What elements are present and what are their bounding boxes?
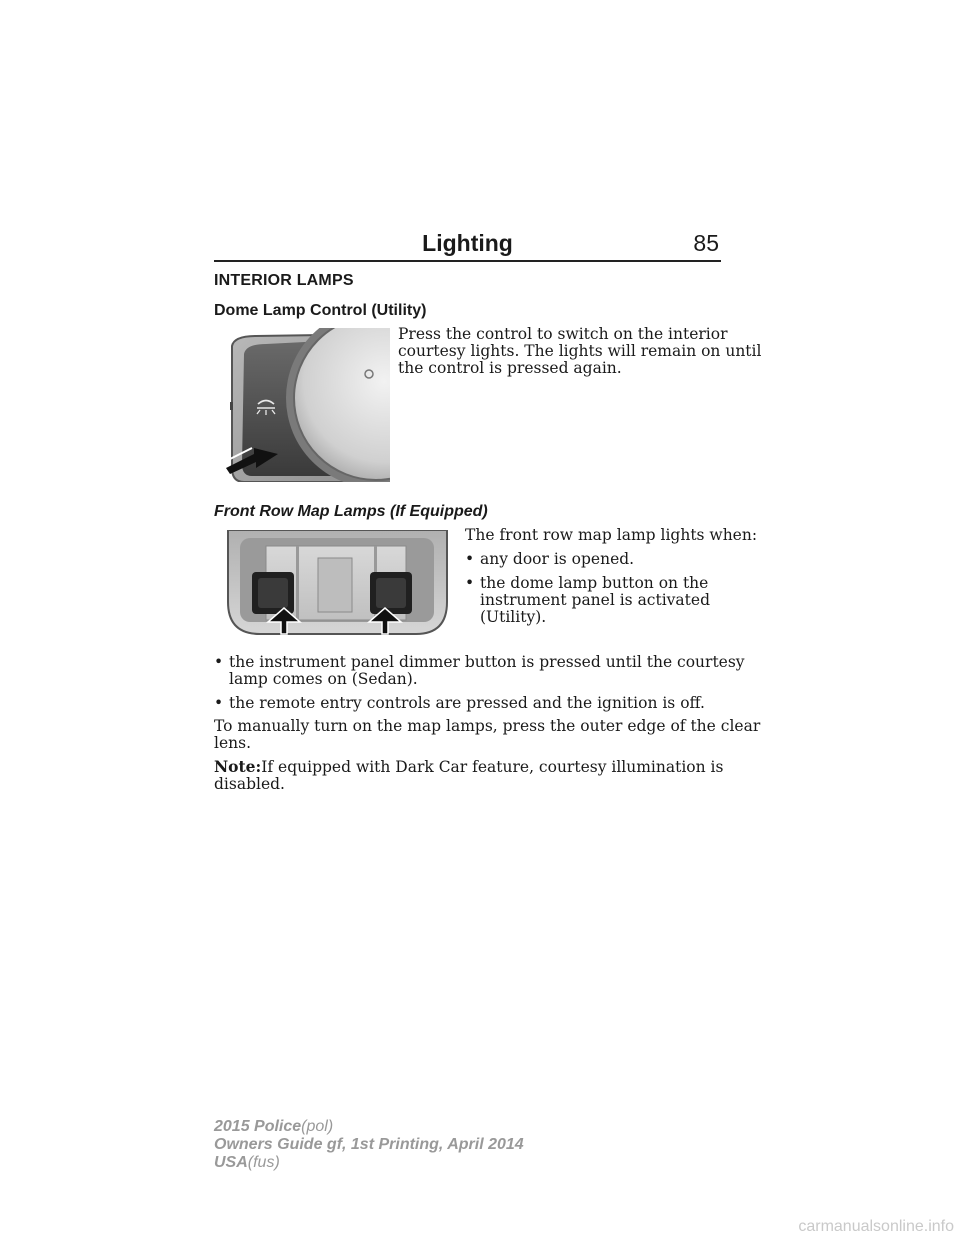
note: Note:If equipped with Dark Car feature, courtesy illumination is disabled. [214, 757, 724, 793]
dome-lamp-heading: Dome Lamp Control (Utility) [214, 302, 427, 319]
chapter-title: Lighting [422, 230, 513, 256]
map-lamp-illustration [226, 530, 449, 638]
watermark: carmanualsonline.info [798, 1218, 954, 1235]
list-item: • the instrument panel dimmer button is pressed until the courtesy lamp comes on (Sedan). [214, 653, 745, 688]
dome-lamp-illustration [226, 328, 390, 482]
list-item: • the dome lamp button on the instrument panel is activated (Utility). [465, 574, 710, 626]
list-item: • any door is opened. [465, 550, 635, 568]
page-number: 85 [693, 230, 719, 256]
manual-instructions: To manually turn on the map lamps, press the outer edge of the clear lens. [214, 717, 761, 752]
page-header [214, 228, 721, 262]
section-title: INTERIOR LAMPS [214, 272, 354, 289]
map-lamp-heading: Front Row Map Lamps (If Equipped) [214, 503, 488, 520]
page-footer: 2015 Police(pol) Owners Guide gf, 1st Printing, April 2014 USA(fus) [214, 1118, 524, 1171]
note-label: Note: [214, 757, 262, 776]
list-item: • the remote entry controls are pressed and the ignition is off. [214, 694, 705, 712]
map-lamp-intro: The front row map lamp lights when: [465, 526, 758, 544]
dome-lamp-description: Press the control to switch on the interior courtesy lights. The lights will remain on until the control is pressed again. [398, 325, 762, 377]
